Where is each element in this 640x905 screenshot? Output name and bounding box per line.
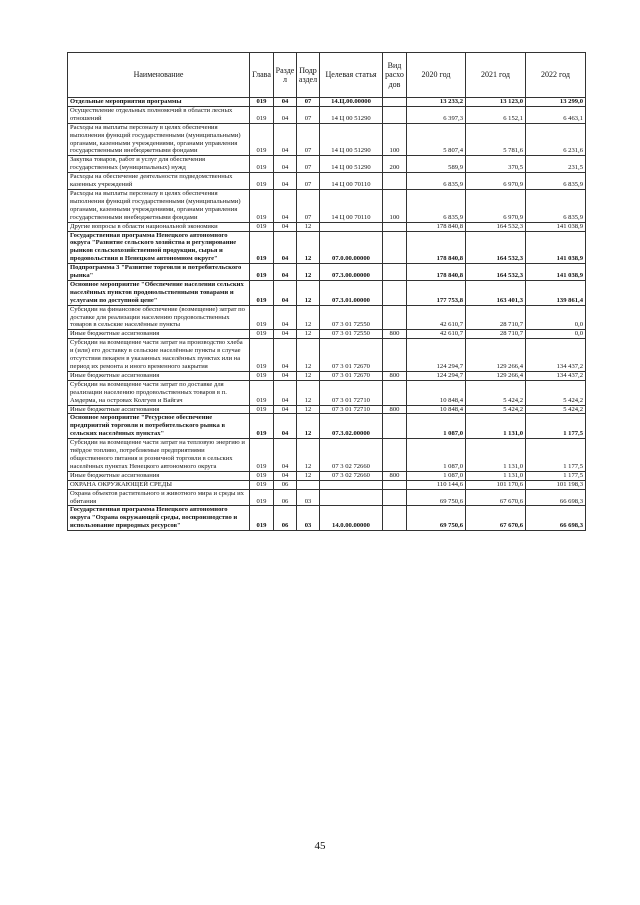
row-amount-2022: 1 177,5: [526, 471, 586, 480]
row-razdel: 06: [274, 489, 297, 506]
row-name: ОХРАНА ОКРУЖАЮЩЕЙ СРЕДЫ: [68, 480, 250, 489]
row-amount-2021: 5 781,6: [466, 123, 526, 156]
row-amount-2022: 141 038,9: [526, 222, 586, 231]
table-row: [68, 98, 586, 107]
page-number: 45: [314, 840, 326, 852]
row-podrazdel: 03: [297, 506, 320, 531]
row-razdel: 04: [274, 156, 297, 173]
row-statya: 14 Ц 00 51290: [320, 106, 383, 123]
row-amount-2022: 0,0: [526, 305, 586, 330]
row-amount-2021: 101 170,6: [466, 480, 526, 489]
row-amount-2021: 163 401,3: [466, 280, 526, 305]
row-podrazdel: 07: [297, 123, 320, 156]
row-statya: 07 3 01 72710: [320, 405, 383, 414]
row-name: Осуществление отдельных полномочий в области лесных отношений: [68, 106, 250, 123]
row-amount-2021: 164 532,3: [466, 231, 526, 264]
row-razdel: 04: [274, 189, 297, 222]
row-razdel: 06: [274, 480, 297, 489]
row-amount-2022: 5 424,2: [526, 405, 586, 414]
row-statya: 07 3 01 72710: [320, 380, 383, 405]
row-amount-2020: 589,9: [407, 156, 466, 173]
row-amount-2021: 6 970,9: [466, 189, 526, 222]
row-razdel: 04: [274, 173, 297, 190]
row-razdel: 04: [274, 123, 297, 156]
row-glava: 019: [250, 189, 274, 222]
row-glava: 019: [250, 173, 274, 190]
row-podrazdel: 07: [297, 156, 320, 173]
row-name: Закупка товаров, работ и услуг для обеспечения государственных (муниципальных) нужд: [68, 156, 250, 173]
row-statya: [320, 489, 383, 506]
row-statya: 07.3.02.00000: [320, 414, 383, 439]
table-row: [68, 330, 586, 339]
row-razdel: 04: [274, 305, 297, 330]
row-glava: 019: [250, 156, 274, 173]
table-header-row: [68, 53, 586, 98]
row-glava: 019: [250, 305, 274, 330]
row-name: Основное мероприятие "Обеспечение населения сельских населённых пунктов продовольственными товарами и услугами по доступной цене": [68, 280, 250, 305]
row-vid: [383, 106, 407, 123]
table-row: [68, 489, 586, 506]
row-amount-2020: 13 233,2: [407, 98, 466, 107]
row-podrazdel: 12: [297, 371, 320, 380]
row-amount-2022: 66 698,3: [526, 506, 586, 531]
header-2020: 2020 год: [407, 53, 466, 98]
row-name: Основное мероприятие "Ресурсное обеспечение предприятий торговли и потребительского рынка в сельских населённых пунктах": [68, 414, 250, 439]
row-amount-2020: 6 835,9: [407, 173, 466, 190]
row-amount-2021: 6 970,9: [466, 173, 526, 190]
row-razdel: 04: [274, 414, 297, 439]
row-amount-2022: 6 835,9: [526, 173, 586, 190]
row-name: Иные бюджетные ассигнования: [68, 371, 250, 380]
row-name: Другие вопросы в области национальной экономики: [68, 222, 250, 231]
row-amount-2020: 69 750,6: [407, 489, 466, 506]
row-name: Подпрограмма 3 "Развитие торговли и потребительского рынка": [68, 264, 250, 281]
table-row: [68, 106, 586, 123]
row-amount-2020: 178 840,8: [407, 231, 466, 264]
row-amount-2022: 101 198,3: [526, 480, 586, 489]
header-2021: 2021 год: [466, 53, 526, 98]
row-vid: 800: [383, 371, 407, 380]
row-glava: 019: [250, 106, 274, 123]
table-row: [68, 414, 586, 439]
row-vid: [383, 489, 407, 506]
table-row: [68, 156, 586, 173]
row-amount-2020: 42 610,7: [407, 330, 466, 339]
header-vid: Вид расходов: [383, 53, 407, 98]
row-amount-2021: 129 266,4: [466, 371, 526, 380]
row-amount-2020: 1 087,0: [407, 414, 466, 439]
row-glava: 019: [250, 222, 274, 231]
table-row: [68, 280, 586, 305]
table-row: [68, 405, 586, 414]
row-vid: [383, 305, 407, 330]
table-row: [68, 189, 586, 222]
row-podrazdel: 12: [297, 414, 320, 439]
budget-table-sheet: [67, 52, 585, 531]
row-glava: 019: [250, 380, 274, 405]
header-razdel: Раздел: [274, 53, 297, 98]
table-row: [68, 123, 586, 156]
row-razdel: 04: [274, 98, 297, 107]
table-row: [68, 471, 586, 480]
row-name: Субсидии на возмещение части затрат на производство хлеба и (или) его доставку в сельские населённые пункты в случае отсутствия пекарен в указанных населённых пунктах или на период их ремонта и иного временного закрытия: [68, 339, 250, 372]
row-podrazdel: 12: [297, 222, 320, 231]
table-row: [68, 371, 586, 380]
row-amount-2022: 13 299,0: [526, 98, 586, 107]
row-glava: 019: [250, 330, 274, 339]
row-statya: 14 Ц 00 70110: [320, 173, 383, 190]
row-glava: 019: [250, 471, 274, 480]
row-amount-2022: 1 177,5: [526, 414, 586, 439]
table-row: [68, 222, 586, 231]
row-vid: [383, 231, 407, 264]
row-name: Субсидии на возмещение части затрат на тепловую энергию и твёрдое топливо, потребляемые предприятиями общественного питания и розничной торговли в сельских населённых пунктах Ненецкого автономного округа: [68, 439, 250, 472]
row-vid: [383, 439, 407, 472]
row-amount-2022: 141 038,9: [526, 264, 586, 281]
header-podrazdel: Подраздел: [297, 53, 320, 98]
header-statya: Целевая статья: [320, 53, 383, 98]
row-amount-2020: 1 087,0: [407, 471, 466, 480]
row-amount-2020: 110 144,6: [407, 480, 466, 489]
row-name: Государственная программа Ненецкого автономного округа "Развитие сельского хозяйства и регулирование рынков сельскохозяйственной продукции, сырья и продовольствия в Ненецком автономном округе": [68, 231, 250, 264]
row-podrazdel: [297, 480, 320, 489]
row-vid: [383, 98, 407, 107]
row-podrazdel: 03: [297, 489, 320, 506]
row-vid: [383, 480, 407, 489]
row-razdel: 04: [274, 280, 297, 305]
row-glava: 019: [250, 280, 274, 305]
row-podrazdel: 12: [297, 439, 320, 472]
table-row: [68, 339, 586, 372]
row-podrazdel: 12: [297, 330, 320, 339]
row-podrazdel: 12: [297, 339, 320, 372]
row-statya: 14 Ц 00 51290: [320, 123, 383, 156]
row-statya: 07 3 01 72550: [320, 330, 383, 339]
row-glava: 019: [250, 506, 274, 531]
row-vid: 800: [383, 405, 407, 414]
row-razdel: 04: [274, 380, 297, 405]
row-vid: [383, 414, 407, 439]
row-podrazdel: 07: [297, 98, 320, 107]
row-amount-2022: 139 861,4: [526, 280, 586, 305]
row-statya: 07 3 01 72550: [320, 305, 383, 330]
header-name: Наименование: [68, 53, 250, 98]
row-name: Расходы на выплаты персоналу в целях обеспечения выполнения функций государственными (муниципальными) органами, казенными учреждениями, органами управления государственными внебюджетными фондами: [68, 123, 250, 156]
row-amount-2022: 134 437,2: [526, 371, 586, 380]
row-amount-2022: 141 038,9: [526, 231, 586, 264]
row-podrazdel: 12: [297, 231, 320, 264]
row-amount-2020: 6 835,9: [407, 189, 466, 222]
row-glava: 019: [250, 480, 274, 489]
row-vid: [383, 280, 407, 305]
row-vid: [383, 222, 407, 231]
row-amount-2022: 6 231,6: [526, 123, 586, 156]
row-vid: [383, 506, 407, 531]
row-razdel: 06: [274, 506, 297, 531]
row-name: Расходы на обеспечение деятельности подведомственных казенных учреждений: [68, 173, 250, 190]
row-podrazdel: 12: [297, 380, 320, 405]
row-amount-2022: 5 424,2: [526, 380, 586, 405]
row-amount-2021: 1 131,0: [466, 471, 526, 480]
row-glava: 019: [250, 231, 274, 264]
row-glava: 019: [250, 264, 274, 281]
row-name: Субсидии на возмещение части затрат по доставке для реализации населению продовольственных товаров в п. Амдерма, на островах Колгуев и Вайгач: [68, 380, 250, 405]
row-amount-2020: 178 840,8: [407, 264, 466, 281]
row-glava: 019: [250, 414, 274, 439]
row-name: Охрана объектов растительного и животного мира и среды их обитания: [68, 489, 250, 506]
row-amount-2020: 6 397,3: [407, 106, 466, 123]
row-razdel: 04: [274, 371, 297, 380]
table-row: [68, 264, 586, 281]
row-amount-2021: 164 532,3: [466, 222, 526, 231]
row-podrazdel: 12: [297, 471, 320, 480]
row-podrazdel: 07: [297, 189, 320, 222]
row-statya: 07 3 01 72670: [320, 339, 383, 372]
row-vid: 100: [383, 123, 407, 156]
row-name: Иные бюджетные ассигнования: [68, 405, 250, 414]
row-amount-2022: 1 177,5: [526, 439, 586, 472]
table-row: [68, 480, 586, 489]
row-statya: 07 3 02 72660: [320, 471, 383, 480]
row-name: Государственная программа Ненецкого автономного округа "Охрана окружающей среды, воспроизводство и использование природных ресурсов": [68, 506, 250, 531]
row-amount-2020: 42 610,7: [407, 305, 466, 330]
row-razdel: 04: [274, 106, 297, 123]
row-vid: 100: [383, 189, 407, 222]
row-glava: 019: [250, 439, 274, 472]
row-razdel: 04: [274, 405, 297, 414]
table-row: [68, 173, 586, 190]
row-amount-2021: 28 710,7: [466, 305, 526, 330]
row-statya: [320, 480, 383, 489]
row-amount-2022: 6 463,1: [526, 106, 586, 123]
row-podrazdel: 12: [297, 280, 320, 305]
row-amount-2021: 1 131,0: [466, 439, 526, 472]
row-vid: 800: [383, 471, 407, 480]
row-name: Расходы на выплаты персоналу в целях обеспечения выполнения функций государственными (муниципальными) органами, казенными учреждениями, органами управления государственными внебюджетными фондами: [68, 189, 250, 222]
header-glava: Глава: [250, 53, 274, 98]
row-statya: 14.Ц.00.00000: [320, 98, 383, 107]
row-razdel: 04: [274, 471, 297, 480]
row-statya: 14 Ц 00 70110: [320, 189, 383, 222]
row-razdel: 04: [274, 264, 297, 281]
row-amount-2021: 67 670,6: [466, 489, 526, 506]
row-statya: [320, 222, 383, 231]
row-amount-2020: 5 807,4: [407, 123, 466, 156]
row-razdel: 04: [274, 330, 297, 339]
row-amount-2020: 1 087,0: [407, 439, 466, 472]
row-statya: 07.0.00.00000: [320, 231, 383, 264]
row-glava: 019: [250, 371, 274, 380]
row-amount-2020: 69 750,6: [407, 506, 466, 531]
row-vid: 200: [383, 156, 407, 173]
table-row: [68, 231, 586, 264]
row-amount-2020: 10 848,4: [407, 405, 466, 414]
row-statya: 14.0.00.00000: [320, 506, 383, 531]
row-statya: 07.3.01.00000: [320, 280, 383, 305]
row-statya: 07 3 01 72670: [320, 371, 383, 380]
row-amount-2022: 231,5: [526, 156, 586, 173]
row-vid: [383, 264, 407, 281]
row-amount-2021: 129 266,4: [466, 339, 526, 372]
row-name: Субсидии на финансовое обеспечение (возмещение) затрат по доставке для реализации населению продовольственных товаров в сельские населённые пункты: [68, 305, 250, 330]
row-amount-2022: 66 698,3: [526, 489, 586, 506]
row-amount-2021: 5 424,2: [466, 380, 526, 405]
header-2022: 2022 год: [526, 53, 586, 98]
row-glava: 019: [250, 489, 274, 506]
row-amount-2021: 67 670,6: [466, 506, 526, 531]
row-razdel: 04: [274, 231, 297, 264]
row-amount-2020: 10 848,4: [407, 380, 466, 405]
row-amount-2022: 6 835,9: [526, 189, 586, 222]
row-amount-2020: 178 840,8: [407, 222, 466, 231]
table-row: [68, 439, 586, 472]
row-razdel: 04: [274, 222, 297, 231]
row-podrazdel: 12: [297, 405, 320, 414]
row-glava: 019: [250, 98, 274, 107]
row-amount-2022: 0,0: [526, 330, 586, 339]
row-razdel: 04: [274, 339, 297, 372]
row-glava: 019: [250, 405, 274, 414]
row-amount-2020: 124 294,7: [407, 339, 466, 372]
row-glava: 019: [250, 339, 274, 372]
row-name: Отдельные мероприятия программы: [68, 98, 250, 107]
row-amount-2021: 1 131,0: [466, 414, 526, 439]
row-name: Иные бюджетные ассигнования: [68, 471, 250, 480]
row-amount-2021: 6 152,1: [466, 106, 526, 123]
row-statya: 07 3 02 72660: [320, 439, 383, 472]
row-vid: [383, 173, 407, 190]
row-amount-2021: 370,5: [466, 156, 526, 173]
table-body: [68, 98, 586, 531]
row-vid: 800: [383, 330, 407, 339]
row-amount-2020: 124 294,7: [407, 371, 466, 380]
table-row: [68, 305, 586, 330]
row-statya: 07.3.00.00000: [320, 264, 383, 281]
row-amount-2021: 164 532,3: [466, 264, 526, 281]
row-vid: [383, 380, 407, 405]
row-statya: 14 Ц 00 51290: [320, 156, 383, 173]
row-amount-2021: 28 710,7: [466, 330, 526, 339]
row-podrazdel: 12: [297, 264, 320, 281]
row-glava: 019: [250, 123, 274, 156]
row-amount-2022: 134 437,2: [526, 339, 586, 372]
table-row: [68, 506, 586, 531]
row-podrazdel: 12: [297, 305, 320, 330]
row-amount-2021: 13 123,0: [466, 98, 526, 107]
table-row: [68, 380, 586, 405]
row-razdel: 04: [274, 439, 297, 472]
row-amount-2020: 177 753,8: [407, 280, 466, 305]
row-name: Иные бюджетные ассигнования: [68, 330, 250, 339]
row-podrazdel: 07: [297, 106, 320, 123]
row-amount-2021: 5 424,2: [466, 405, 526, 414]
budget-table: [67, 52, 586, 531]
row-vid: [383, 339, 407, 372]
row-podrazdel: 07: [297, 173, 320, 190]
